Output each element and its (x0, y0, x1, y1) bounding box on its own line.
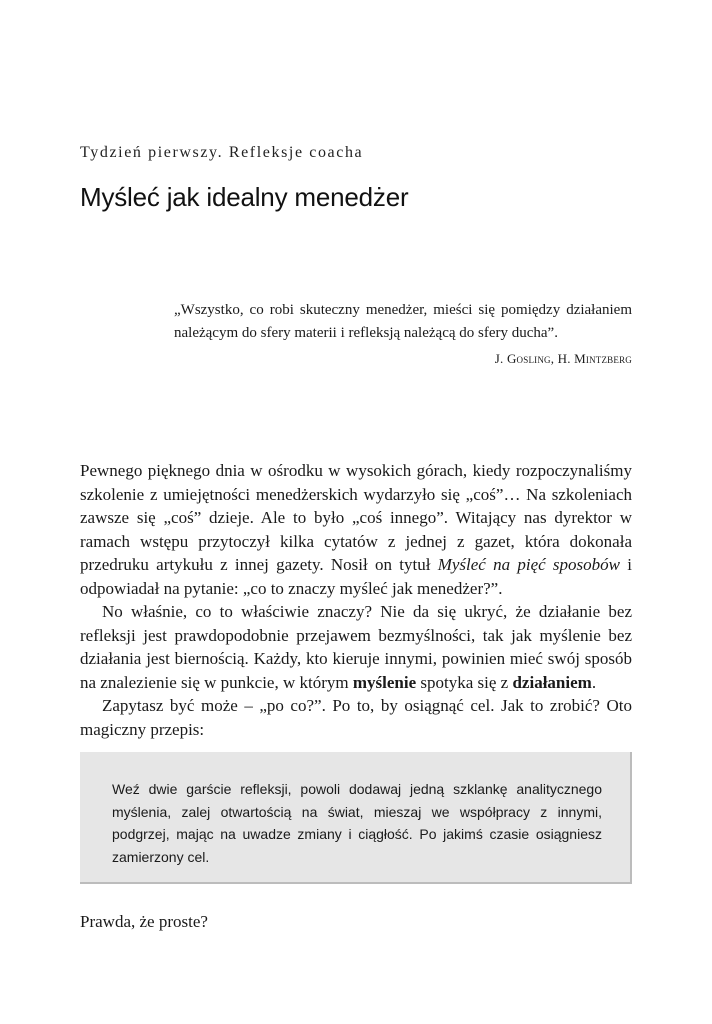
epigraph-author: J. Gosling, H. Mintzberg (494, 351, 632, 366)
paragraph-2-start: No właśnie, co to właściwie znaczy? Nie da się ukryć, że działanie bez refleksji jest prawdopodobnie przejawem bezmyślności, tak jak myślenie bez działania jest biernością. Każdy, kto kieruje innymi, powinien mieć swój sposób na znalezienie się w punkcie, w którym (80, 602, 632, 692)
chapter-label: Tydzień pierwszy. Refleksje coacha (80, 144, 364, 161)
paragraph-1-end: i odpowiadał na pytanie: „co to znaczy myśleć jak menedżer?”. (80, 555, 632, 598)
paragraph-1-start: Pewnego pięknego dnia w ośrodku w wysokich górach, kiedy rozpoczynaliśmy szkolenie z umiejętności menedżerskich wydarzyło się „coś”… Na szkoleniach zawsze się „coś” dzieje. Ale to było „coś innego”. Witający nas dyrektor w ramach wstępu przytoczył kilka cytatów z jednej z gazet, która dokonała przedruku artykułu z innej gazety. Nosił on tytuł (80, 461, 632, 574)
chapter-title: Myśleć jak idealny menedżer (80, 182, 409, 212)
recipe-box (80, 752, 632, 884)
epigraph (174, 299, 632, 370)
body-text (80, 459, 632, 741)
paragraph-2-mid: spotyka się z (416, 672, 513, 692)
paragraph-2 (80, 600, 632, 694)
article-title: Myśleć na pięć sposobów (437, 555, 621, 574)
paragraph-1 (80, 459, 632, 600)
paragraph-2-end: . (591, 672, 597, 692)
epigraph-quote: „Wszystko, co robi skuteczny menedżer, mieści się pomiędzy działaniem należącym do sfery materii i refleksją należącą do sfery ducha”. (174, 302, 632, 341)
emphasis-thinking: myślenie (352, 672, 417, 692)
closing-line: Prawda, że proste? (80, 912, 208, 931)
emphasis-action: działaniem (512, 672, 592, 692)
paragraph-3: Zapytasz być może – „po co?”. Po to, by osiągnąć cel. Jak to zrobić? Oto magiczny przepis: (80, 696, 632, 739)
recipe-text: Weź dwie garście refleksji, powoli dodawaj jedną szklankę analitycznego myślenia, zalej otwartością na świat, mieszaj we współpracy z innymi, podgrzej, mając na uwadze zmiany i ciągłość. Po jakimś czasie osiągniesz zamierzony cel. (112, 781, 602, 865)
